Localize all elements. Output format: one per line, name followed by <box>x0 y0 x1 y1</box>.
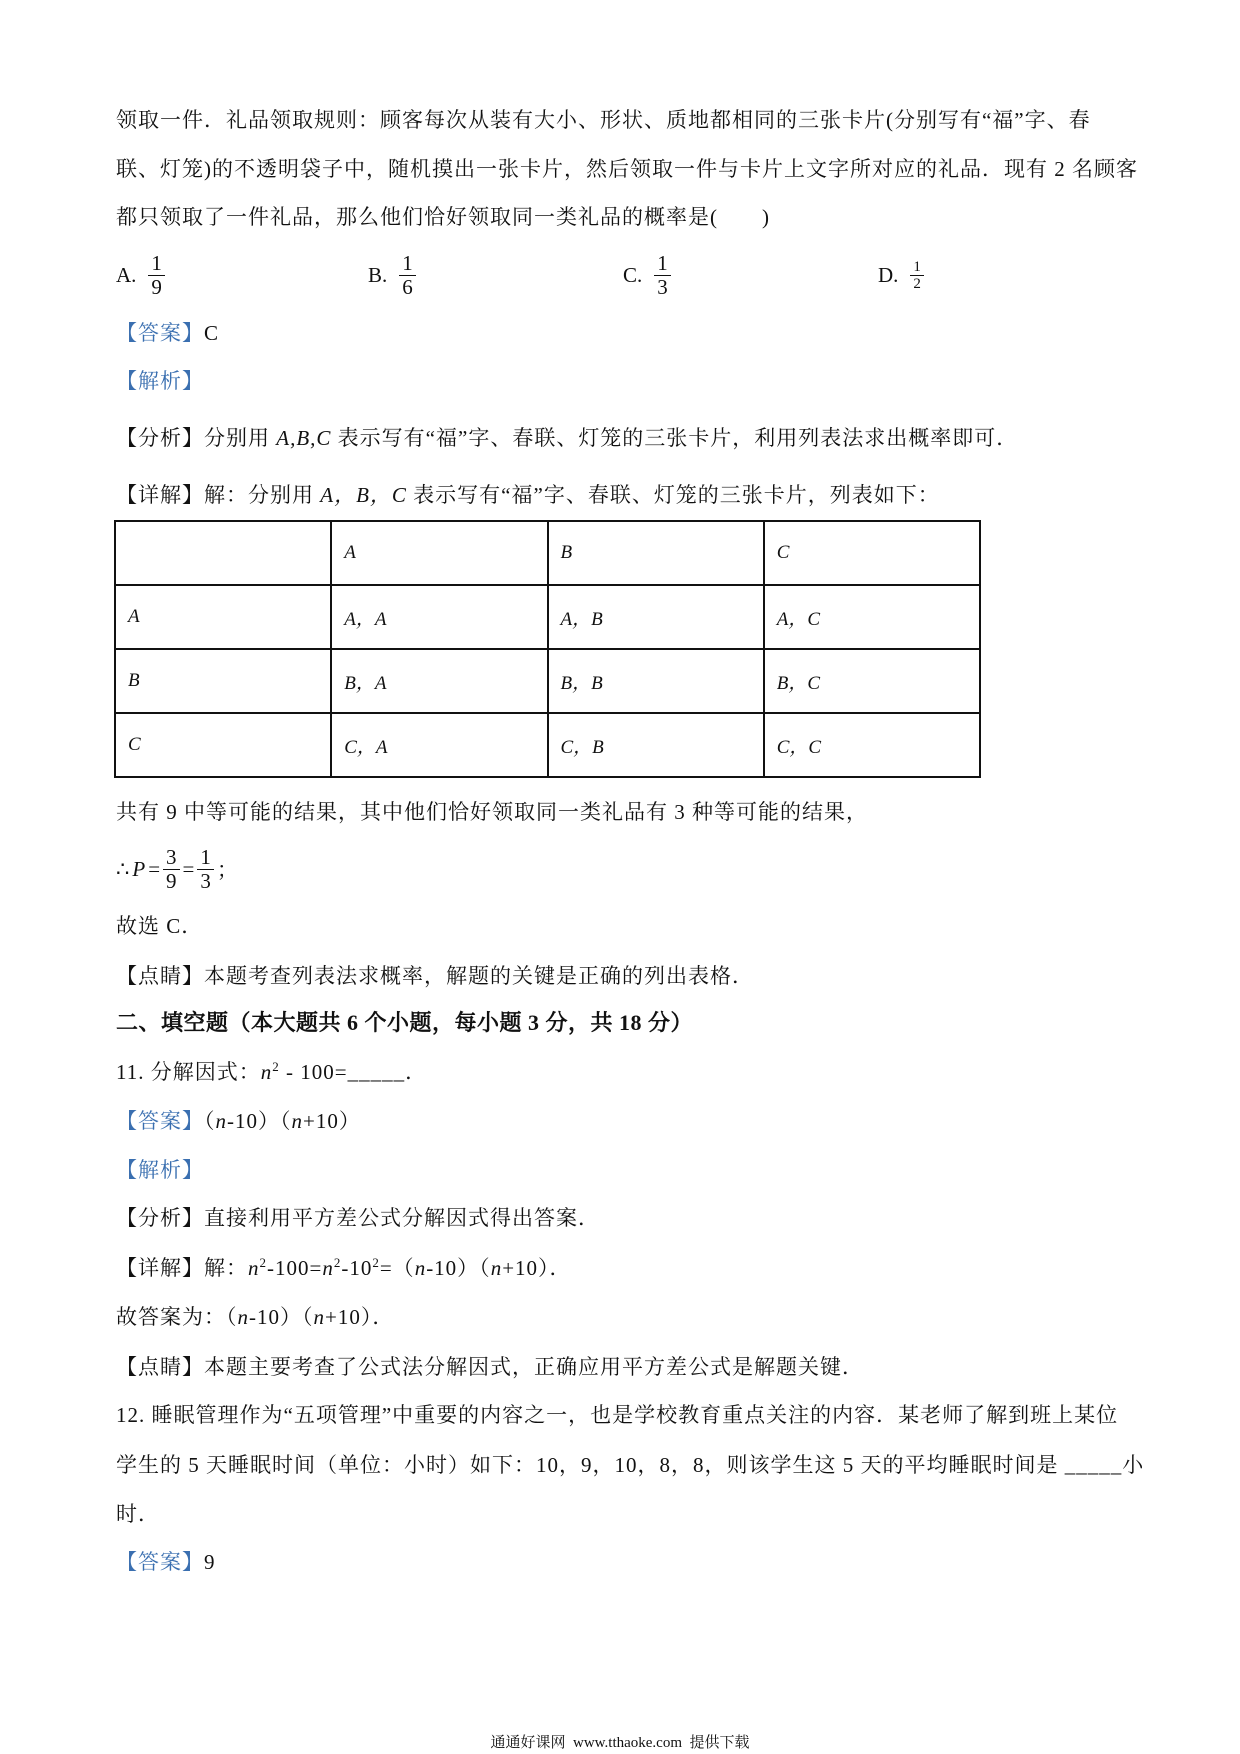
equals-sign: = <box>182 856 195 881</box>
exponent: 2 <box>372 1255 380 1270</box>
fraction-numerator: 1 <box>399 252 416 276</box>
answer-tag: 【答案】 <box>116 1550 204 1574</box>
table-cell: B，B <box>548 649 764 713</box>
answer-tag: 【答案】 <box>116 321 204 345</box>
q10-result-line: 共有 9 中等可能的结果，其中他们恰好领取同一类礼品有 3 种等可能的结果， <box>116 800 868 824</box>
xiangjie-tag: 【详解】 <box>116 1256 204 1280</box>
fraction-denominator: 9 <box>166 868 177 893</box>
exponent: 2 <box>259 1255 267 1270</box>
xiangjie-tag: 【详解】 <box>116 483 204 507</box>
variable-n: n <box>313 1305 325 1329</box>
answer-part: （ <box>204 1109 216 1133</box>
table-cell: C，B <box>548 713 764 777</box>
q11-final-answer <box>116 1305 394 1329</box>
table-cell: B <box>115 649 331 713</box>
fenxi-variables: A,B,C <box>276 426 332 450</box>
option-label: A. <box>116 262 137 287</box>
xiangjie-part: =（ <box>379 1256 415 1280</box>
probability-table <box>114 520 981 778</box>
option-fraction <box>654 252 671 299</box>
fenxi-text-before: 分别用 <box>204 426 277 450</box>
fraction-numerator: 1 <box>654 252 671 276</box>
variable-n: n <box>237 1305 249 1329</box>
fraction-numerator: 1 <box>148 252 165 276</box>
table-cell: C，C <box>764 713 980 777</box>
fraction-denominator: 3 <box>657 274 668 299</box>
table-header-row <box>115 521 980 585</box>
option-fraction <box>910 259 924 292</box>
fraction-numerator: 1 <box>197 846 214 870</box>
fenxi-text: 直接利用平方差公式分解因式得出答案． <box>204 1206 600 1230</box>
xiangjie-part: -10）（ <box>426 1256 491 1280</box>
final-part: -10）（ <box>249 1305 314 1329</box>
variable-n: n <box>248 1256 260 1280</box>
table-cell: A，A <box>331 585 547 649</box>
option-label: D. <box>878 262 899 287</box>
table-cell: C <box>115 713 331 777</box>
q12-stem-line-2: 学生的 5 天睡眠时间（单位：小时）如下：10，9，10，8，8，则该学生这 5 天的平均睡眠时间是 _____小 <box>116 1453 1145 1477</box>
q12-stem-line-1: 12. 睡眠管理作为“五项管理”中重要的内容之一，也是学校教育重点关注的内容．某老师了解到班上某位 <box>116 1403 1119 1427</box>
table-row <box>115 585 980 649</box>
q11-stem-rest: - 100=_____． <box>279 1060 428 1084</box>
q11-stem <box>116 1060 427 1084</box>
fraction-denominator: 9 <box>151 274 162 299</box>
q11-fenxi <box>116 1206 600 1230</box>
answer-value: C <box>204 321 220 345</box>
variable-n: n <box>215 1109 227 1133</box>
variable-n: n <box>414 1256 427 1280</box>
q10-option-c <box>623 251 671 299</box>
xiangjie-part: 解： <box>204 1256 248 1280</box>
q10-dianjing <box>116 964 754 988</box>
table-cell: A，C <box>764 585 980 649</box>
exponent: 2 <box>272 1059 280 1074</box>
fenxi-tag: 【分析】 <box>116 1206 204 1230</box>
q11-stem-prefix: 11. 分解因式： <box>116 1060 261 1084</box>
fraction-numerator: 1 <box>910 259 924 276</box>
xiangjie-part: +10）． <box>502 1256 572 1280</box>
q12-answer <box>116 1550 216 1574</box>
equals-sign: = <box>148 856 161 881</box>
dianjing-text: 本题考查列表法求概率，解题的关键是正确的列出表格． <box>204 964 754 988</box>
table-cell: B，A <box>331 649 547 713</box>
q10-jiexi-tag: 【解析】 <box>116 369 204 393</box>
fraction-denominator: 6 <box>402 274 413 299</box>
dianjing-tag: 【点睛】 <box>116 1355 204 1379</box>
fraction-denominator: 3 <box>200 868 211 893</box>
xiangjie-text-after: 表示写有“福”字、春联、灯笼的三张卡片，列表如下： <box>406 483 940 507</box>
table-cell: B，C <box>764 649 980 713</box>
option-fraction <box>148 252 165 299</box>
fraction-numerator: 3 <box>163 846 180 870</box>
xiangjie-variables: A，B，C <box>320 483 407 507</box>
q10-stem-line-3: 都只领取了一件礼品，那么他们恰好领取同一类礼品的概率是( ) <box>116 205 770 229</box>
variable-n: n <box>260 1060 273 1084</box>
therefore-symbol: ∴ <box>116 856 130 881</box>
table-cell: C <box>764 521 980 585</box>
formula-variable: P <box>132 856 146 881</box>
section-2-title: 二、填空题（本大题共 6 个小题，每小题 3 分，共 18 分） <box>116 1010 694 1035</box>
table-cell <box>115 521 331 585</box>
dianjing-tag: 【点睛】 <box>116 964 204 988</box>
q12-stem-line-3: 时． <box>116 1502 160 1526</box>
variable-n: n <box>322 1256 334 1280</box>
q10-answer <box>116 321 219 345</box>
q11-xiangjie <box>116 1256 572 1280</box>
q10-xiangjie <box>116 483 940 507</box>
table-cell: A，B <box>548 585 764 649</box>
q10-fenxi <box>116 426 1018 450</box>
page-footer: 通通好课网 www.tthaoke.com 提供下载 <box>490 1735 750 1751</box>
q10-option-d <box>878 251 924 299</box>
table-cell: A <box>331 521 547 585</box>
final-part: 故答案为：（ <box>116 1305 238 1329</box>
q10-probability-formula <box>116 845 241 893</box>
formula-fraction <box>163 846 180 893</box>
final-part: +10）． <box>325 1305 395 1329</box>
fraction-denominator: 2 <box>913 275 921 292</box>
xiangjie-part: -10 <box>341 1256 373 1280</box>
xiangjie-part: -100= <box>267 1256 323 1280</box>
fenxi-text-after: 表示写有“福”字、春联、灯笼的三张卡片，利用列表法求出概率即可． <box>331 426 1019 450</box>
q10-choose: 故选 C． <box>116 914 204 938</box>
formula-fraction <box>197 846 214 893</box>
q10-stem-line-2: 联、灯笼)的不透明袋子中，随机摸出一张卡片，然后领取一件与卡片上文字所对应的礼品．现有 2 名顾客 <box>116 157 1138 181</box>
dianjing-text: 本题主要考查了公式法分解因式，正确应用平方差公式是解题关键． <box>204 1355 864 1379</box>
formula-end: ； <box>216 858 238 882</box>
table-cell: B <box>548 521 764 585</box>
exponent: 2 <box>333 1255 342 1270</box>
table-row <box>115 649 980 713</box>
q11-jiexi-tag: 【解析】 <box>116 1158 204 1182</box>
answer-tag: 【答案】 <box>116 1109 204 1133</box>
option-label: B. <box>368 262 388 287</box>
variable-n: n <box>291 1109 303 1133</box>
answer-part: +10） <box>303 1109 361 1133</box>
xiangjie-text-before: 解：分别用 <box>204 483 321 507</box>
table-cell: A <box>115 585 331 649</box>
table-cell: C，A <box>331 713 547 777</box>
variable-n: n <box>490 1256 503 1280</box>
q11-answer <box>116 1109 361 1133</box>
answer-value: 9 <box>204 1550 216 1574</box>
q10-option-b <box>368 251 416 299</box>
q10-option-a <box>116 251 165 299</box>
q11-dianjing <box>116 1355 864 1379</box>
option-fraction <box>399 252 416 299</box>
q10-stem-line-1: 领取一件．礼品领取规则：顾客每次从装有大小、形状、质地都相同的三张卡片(分别写有“福”字、春 <box>116 108 1091 132</box>
table-row <box>115 713 980 777</box>
fenxi-tag: 【分析】 <box>116 426 204 450</box>
option-label: C. <box>623 262 643 287</box>
answer-part: -10）（ <box>227 1109 292 1133</box>
